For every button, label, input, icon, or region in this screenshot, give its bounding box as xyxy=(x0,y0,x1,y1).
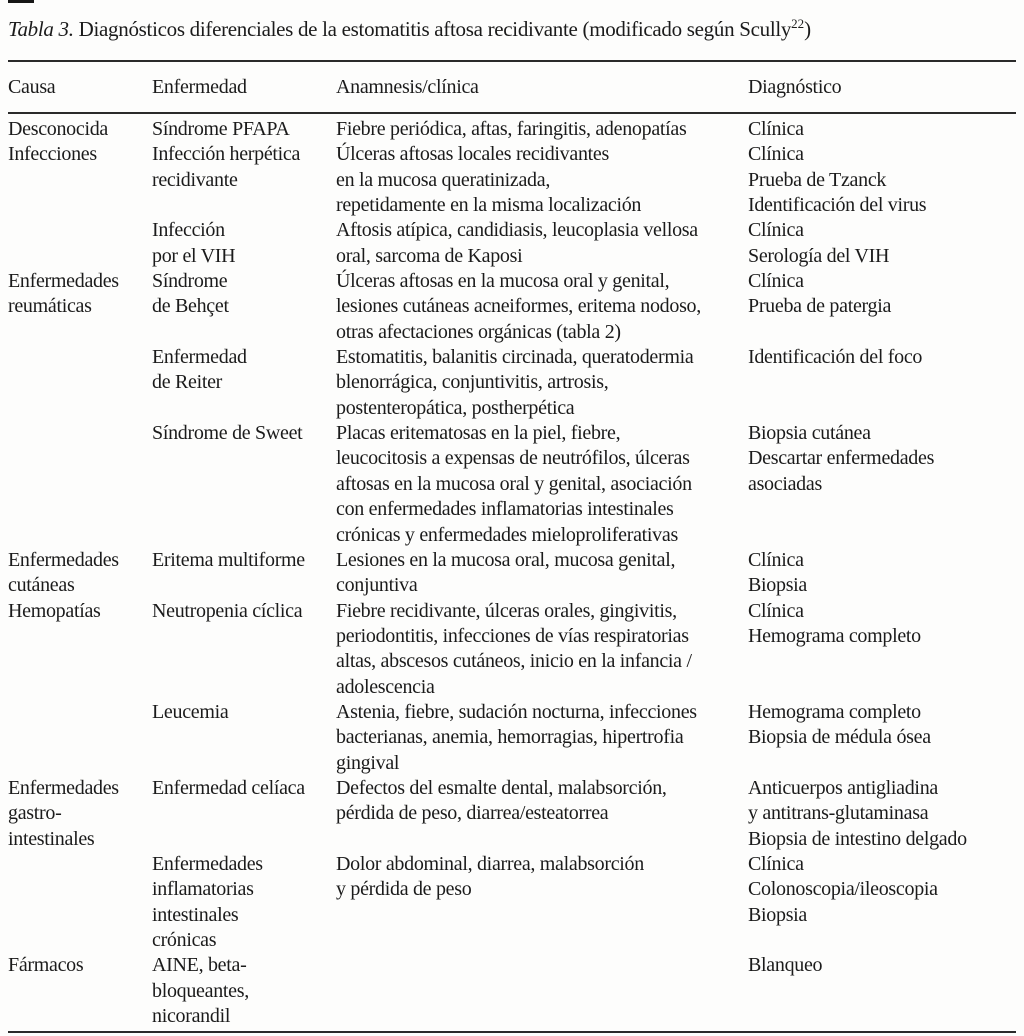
cell-line: crónicas y enfermedades mieloproliferativas xyxy=(336,523,678,546)
table-caption-citation: 22 xyxy=(791,16,805,31)
table-cell-anamnesis xyxy=(336,218,748,269)
table-cell-anamnesis xyxy=(336,852,748,903)
cell-line: asociadas xyxy=(748,472,822,495)
cell-line: gastro- xyxy=(8,802,62,825)
cell-line: Neutropenia cíclica xyxy=(152,599,303,622)
cell-line: de Reiter xyxy=(152,371,223,394)
cell-line: Enfermedades xyxy=(8,548,119,571)
table-cell-diagnostico xyxy=(748,269,1016,320)
table-cell-anamnesis xyxy=(336,269,748,345)
cell-line: Infecciones xyxy=(8,143,97,166)
cell-line: Eritema multiforme xyxy=(152,548,305,571)
cell-line: recidivante xyxy=(152,168,238,191)
table-cell-diagnostico xyxy=(748,700,1016,751)
table-cell-enfermedad xyxy=(152,548,336,573)
cell-line: conjuntiva xyxy=(336,574,418,597)
cell-line: Enfermedades xyxy=(8,776,119,799)
cell-line: Biopsia de intestino delgado xyxy=(748,827,967,850)
cell-line: Enfermedad celíaca xyxy=(152,776,305,799)
table-cell-anamnesis xyxy=(336,548,748,599)
cell-line: adolescencia xyxy=(336,675,435,698)
cell-line: intestinales xyxy=(152,903,239,926)
table-row xyxy=(8,345,1016,421)
table-cell-enfermedad xyxy=(152,218,336,269)
cell-line: con enfermedades inflamatorias intestinales xyxy=(336,498,674,521)
cell-line: Clínica xyxy=(748,599,804,622)
table-caption-close: ) xyxy=(804,17,811,41)
table-cell-enfermedad xyxy=(152,599,336,624)
cell-line: Clínica xyxy=(748,219,804,242)
table-cell-enfermedad xyxy=(152,953,336,1029)
cell-line: repetidamente en la misma localización xyxy=(336,194,642,217)
cell-line: Hemopatías xyxy=(8,599,101,622)
table-cell-diagnostico xyxy=(748,117,1016,142)
cell-line: gingival xyxy=(336,751,400,774)
table-header-row xyxy=(8,62,1016,112)
table-row xyxy=(8,776,1016,852)
table-row xyxy=(8,599,1016,700)
table-cell-causa xyxy=(8,548,152,599)
rule-bottom xyxy=(8,1031,1016,1033)
cell-line: Síndrome xyxy=(152,270,228,293)
table-row xyxy=(8,142,1016,218)
cell-line: Enfermedades xyxy=(8,270,119,293)
cell-line: Desconocida xyxy=(8,118,108,140)
cell-line: blenorrágica, conjuntivitis, artrosis, xyxy=(336,371,609,394)
table-cell-diagnostico xyxy=(748,953,1016,978)
cell-line: en la mucosa queratinizada, xyxy=(336,168,551,191)
cell-line: por el VIH xyxy=(152,244,236,267)
table-cell-diagnostico xyxy=(748,218,1016,269)
table-cell-diagnostico xyxy=(748,142,1016,218)
table-caption-text: Diagnósticos diferenciales de la estomatitis aftosa recidivante (modificado según Scully xyxy=(78,17,792,41)
table-caption-label: Tabla 3. xyxy=(8,17,74,41)
cell-line: pérdida de peso, diarrea/esteatorrea xyxy=(336,802,609,825)
cell-line: Identificación del foco xyxy=(748,346,923,369)
cell-line: bacterianas, anemia, hemorragias, hipertrofia xyxy=(336,726,684,749)
table-row xyxy=(8,269,1016,345)
cell-line: Clínica xyxy=(748,118,804,140)
cell-line: Colonoscopia/ileoscopia xyxy=(748,878,938,901)
cell-line: Clínica xyxy=(748,852,804,875)
column-header-anamnesis: Anamnesis/clínica xyxy=(336,76,479,98)
cell-line: Enfermedades xyxy=(152,852,263,875)
table-caption xyxy=(8,10,1016,43)
column-header-diagnostico: Diagnóstico xyxy=(748,76,842,98)
cell-line: oral, sarcoma de Kaposi xyxy=(336,244,523,267)
table-body xyxy=(8,114,1016,1029)
cell-line: AINE, beta- xyxy=(152,954,247,977)
cell-line: Úlceras aftosas en la mucosa oral y genital, xyxy=(336,270,670,293)
cell-line: Serología del VIH xyxy=(748,244,890,267)
cell-line: Biopsia cutánea xyxy=(748,422,871,445)
cell-line: Blanqueo xyxy=(748,954,823,977)
table-cell-anamnesis xyxy=(336,599,748,700)
table-row xyxy=(8,117,1016,142)
cell-line: Leucemia xyxy=(152,700,229,723)
cell-line: Clínica xyxy=(748,548,804,571)
table-cell-anamnesis xyxy=(336,421,748,548)
table-cell-anamnesis xyxy=(336,776,748,827)
table-cell-enfermedad xyxy=(152,345,336,396)
cell-line: reumáticas xyxy=(8,295,92,318)
cell-line: de Behçet xyxy=(152,295,229,318)
table-cell-causa xyxy=(8,599,152,624)
cell-line: leucocitosis a expensas de neutrófilos, úlceras xyxy=(336,447,690,470)
table-cell-anamnesis xyxy=(336,345,748,421)
cell-line: Clínica xyxy=(748,143,804,166)
crop-artifact-line xyxy=(8,0,34,3)
cell-line: Clínica xyxy=(748,270,804,293)
table-row xyxy=(8,218,1016,269)
table-row xyxy=(8,548,1016,599)
cell-line: Síndrome de Sweet xyxy=(152,422,303,445)
table-cell-anamnesis xyxy=(336,142,748,218)
cell-line: otras afectaciones orgánicas (tabla 2) xyxy=(336,320,621,343)
cell-line: Prueba de Tzanck xyxy=(748,168,887,191)
table-cell-causa xyxy=(8,776,152,852)
table-cell-diagnostico xyxy=(748,776,1016,852)
column-header-enfermedad: Enfermedad xyxy=(152,76,247,98)
cell-line: Placas eritematosas en la piel, fiebre, xyxy=(336,422,621,445)
table-row xyxy=(8,700,1016,776)
table-cell-diagnostico xyxy=(748,421,1016,497)
cell-line: aftosas en la mucosa oral y genital, asociación xyxy=(336,472,692,495)
cell-line: Lesiones en la mucosa oral, mucosa genital, xyxy=(336,548,676,571)
table-cell-enfermedad xyxy=(152,852,336,953)
cell-line: Fármacos xyxy=(8,954,84,977)
table-cell-enfermedad xyxy=(152,142,336,193)
cell-line: Fiebre recidivante, úlceras orales, gingivitis, xyxy=(336,599,677,622)
cell-line: inflamatorias xyxy=(152,878,254,901)
cell-line: Prueba de patergia xyxy=(748,295,892,318)
table-cell-diagnostico xyxy=(748,599,1016,650)
cell-line: Descartar enfermedades xyxy=(748,447,935,470)
cell-line: postenteropática, postherpética xyxy=(336,396,575,419)
cell-line: nicorandil xyxy=(152,1005,231,1028)
cell-line: Infección xyxy=(152,219,225,242)
table-row xyxy=(8,852,1016,953)
table-cell-causa xyxy=(8,117,152,142)
cell-line: Hemograma completo xyxy=(748,624,921,647)
cell-line: Infección herpética xyxy=(152,143,301,166)
cell-line: Identificación del virus xyxy=(748,194,927,217)
cell-line: Dolor abdominal, diarrea, malabsorción xyxy=(336,852,644,875)
cell-line: Enfermedad xyxy=(152,346,247,369)
cell-line: Síndrome PFAPA xyxy=(152,118,290,140)
cell-line: intestinales xyxy=(8,827,95,850)
cell-line: Defectos del esmalte dental, malabsorción, xyxy=(336,776,667,799)
cell-line: Biopsia xyxy=(748,903,808,926)
cell-line: lesiones cutáneas acneiformes, eritema nodoso, xyxy=(336,295,701,318)
cell-line: Úlceras aftosas locales recidivantes xyxy=(336,143,609,166)
table-row xyxy=(8,421,1016,548)
cell-line: Estomatitis, balanitis circinada, queratodermia xyxy=(336,346,694,369)
cell-line: y antitrans-glutaminasa xyxy=(748,802,929,825)
table-cell-causa xyxy=(8,142,152,167)
cell-line: bloqueantes, xyxy=(152,979,249,1002)
cell-line: Astenia, fiebre, sudación nocturna, infecciones xyxy=(336,700,697,723)
cell-line: periodontitis, infecciones de vías respiratorias xyxy=(336,624,689,647)
cell-line: Biopsia xyxy=(748,574,808,597)
table-cell-enfermedad xyxy=(152,421,336,446)
cell-line: altas, abscesos cutáneos, inicio en la infancia / xyxy=(336,650,692,673)
table-cell-anamnesis xyxy=(336,700,748,776)
cell-line: crónicas xyxy=(152,929,217,951)
cell-line: y pérdida de peso xyxy=(336,878,472,901)
table-cell-causa xyxy=(8,269,152,320)
table-cell-enfermedad xyxy=(152,269,336,320)
cell-line: cutáneas xyxy=(8,574,75,597)
cell-line: Hemograma completo xyxy=(748,700,921,723)
table-cell-anamnesis xyxy=(336,117,748,142)
cell-line: Anticuerpos antigliadina xyxy=(748,776,938,799)
table-row xyxy=(8,953,1016,1029)
table-cell-diagnostico xyxy=(748,548,1016,599)
table-cell-diagnostico xyxy=(748,852,1016,928)
cell-line: Aftosis atípica, candidiasis, leucoplasia vellosa xyxy=(336,219,698,242)
table-cell-diagnostico xyxy=(748,345,1016,370)
table-cell-enfermedad xyxy=(152,700,336,725)
table-cell-enfermedad xyxy=(152,776,336,801)
column-header-causa: Causa xyxy=(8,76,56,98)
cell-line: Fiebre periódica, aftas, faringitis, adenopatías xyxy=(336,118,687,140)
table-cell-enfermedad xyxy=(152,117,336,142)
table-cell-causa xyxy=(8,953,152,978)
cell-line: Biopsia de médula ósea xyxy=(748,726,931,749)
